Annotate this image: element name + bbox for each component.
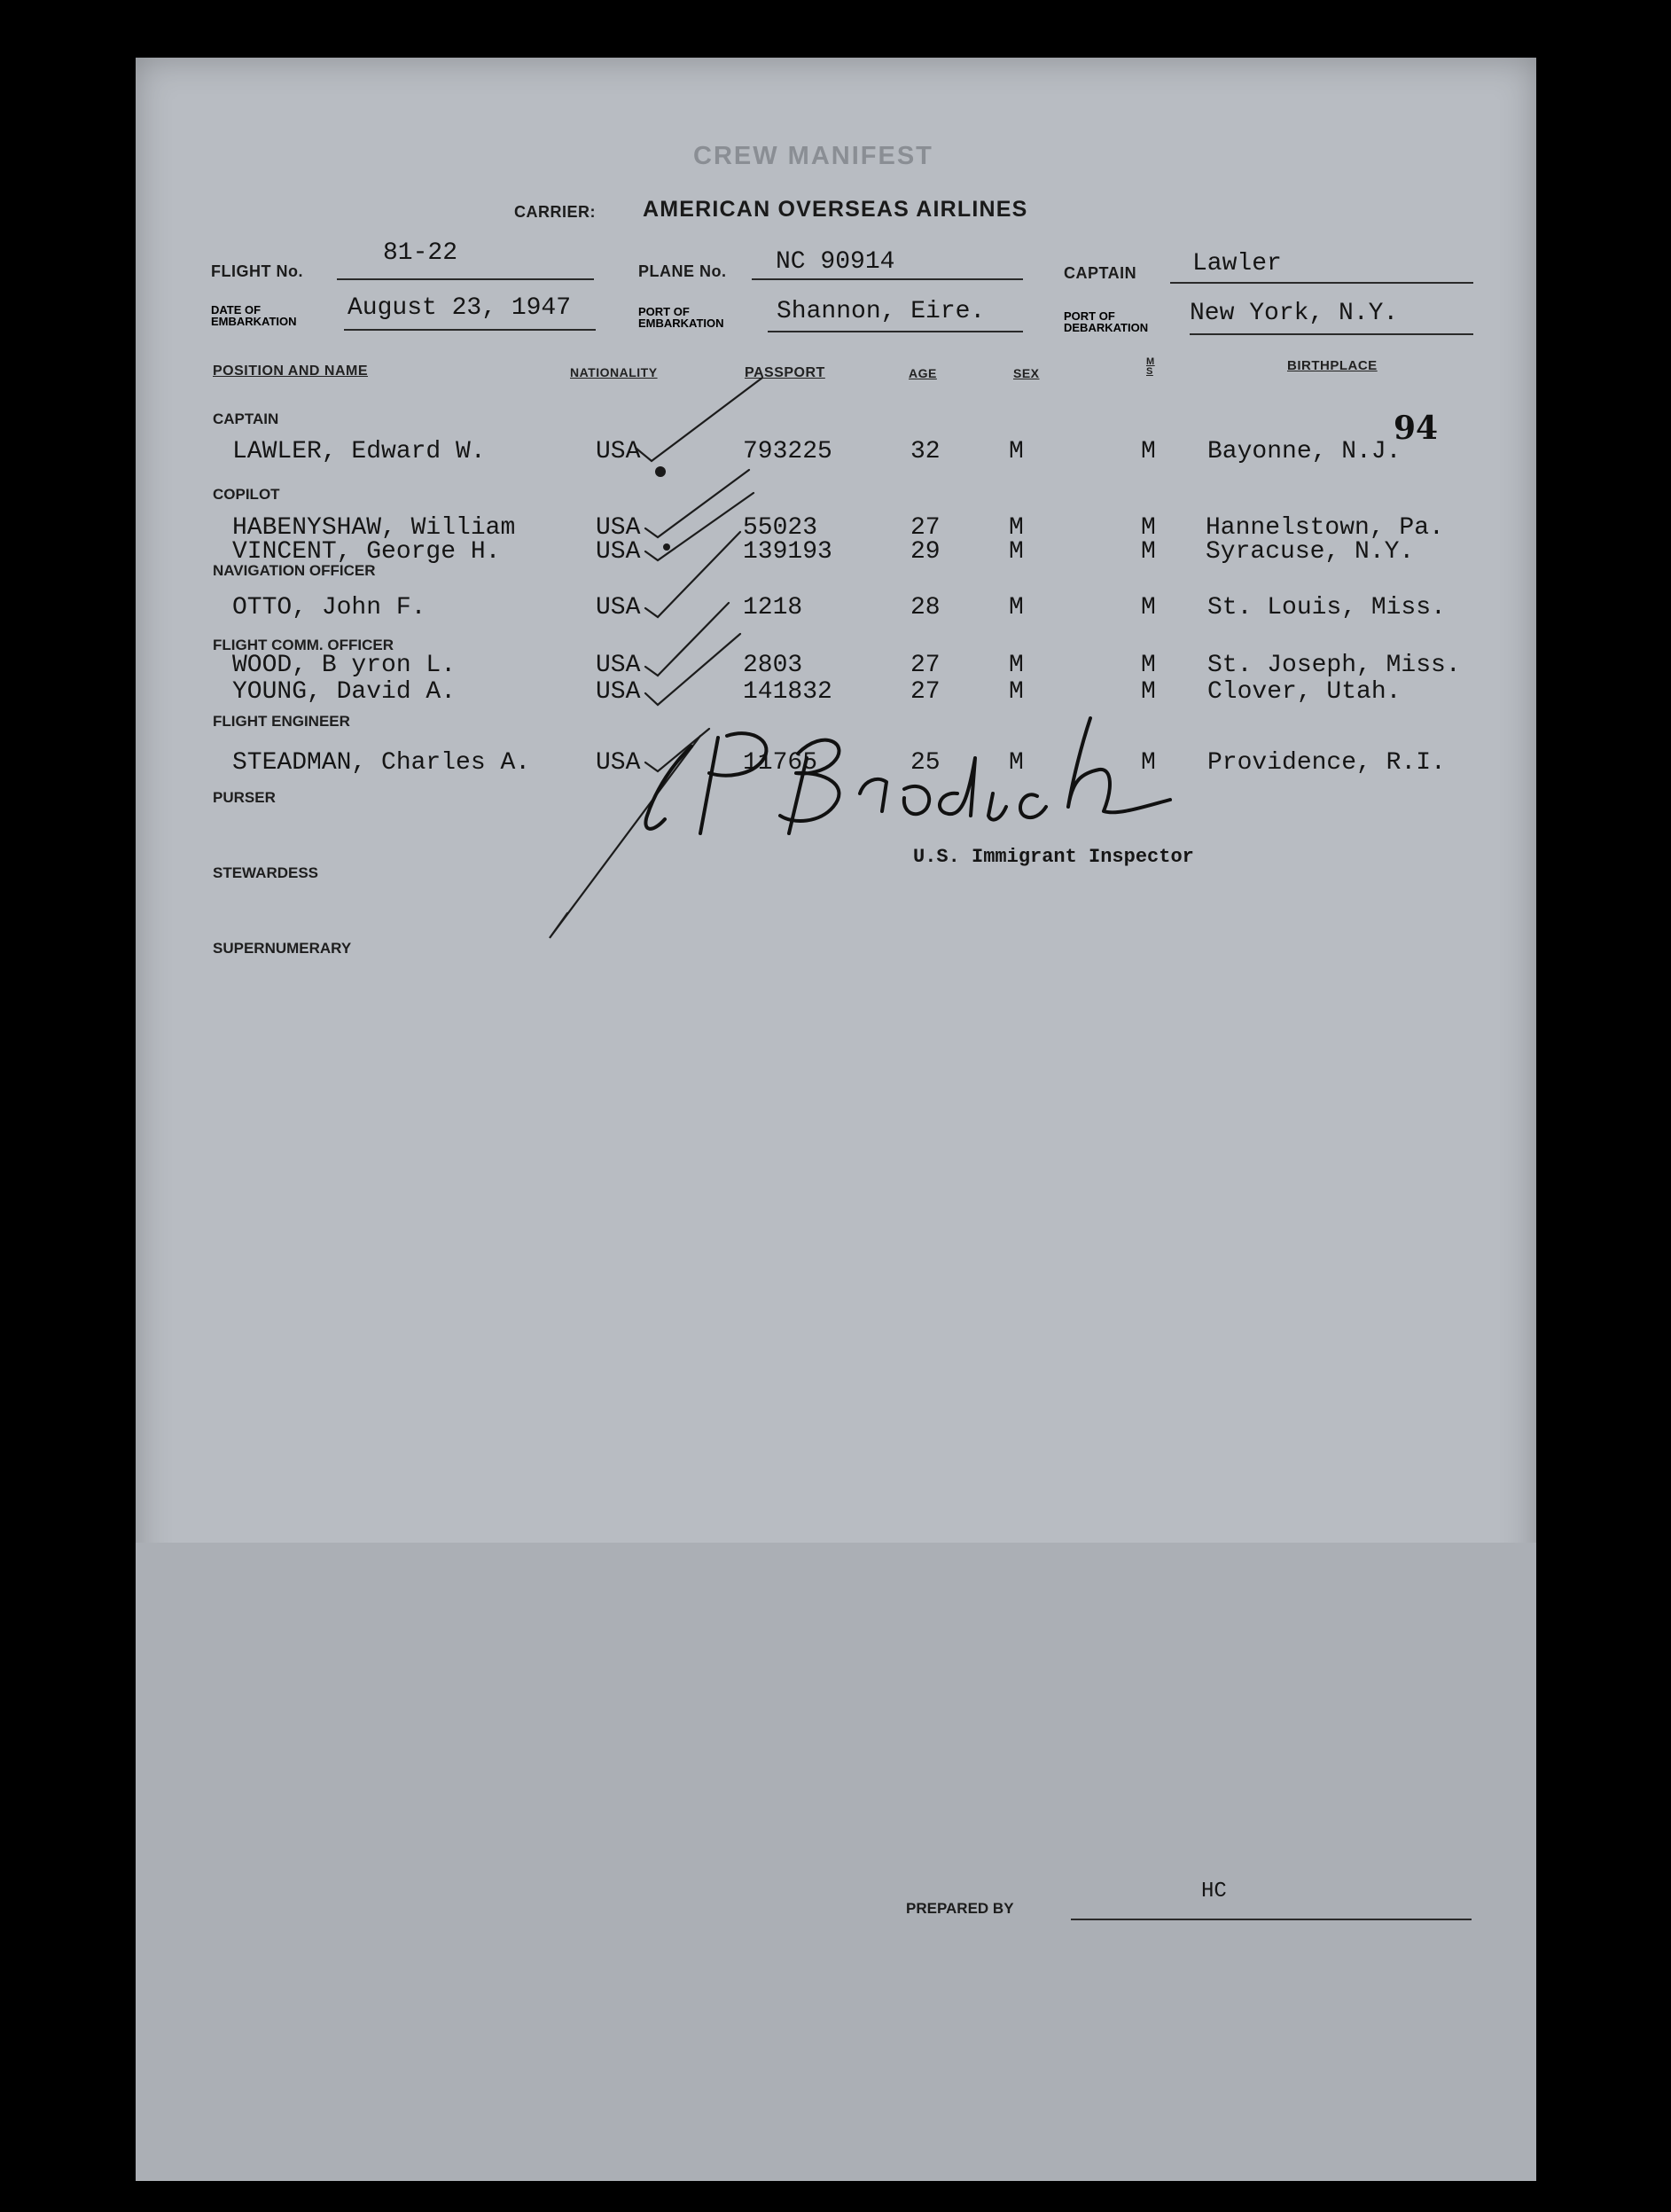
crew-age: 28 [910, 594, 941, 621]
col-age: AGE [909, 366, 937, 380]
crew-sex: M [1009, 652, 1024, 679]
crew-nationality: USA [596, 514, 641, 542]
crew-age: 27 [910, 678, 941, 706]
crew-sex: M [1009, 678, 1024, 706]
prepared-by-initials: HC [1201, 1880, 1227, 1903]
crew-name: HABENYSHAW, William [232, 514, 516, 542]
col-sex: SEX [1013, 366, 1040, 380]
crew-name: YOUNG, David A. [232, 678, 457, 706]
carrier-label: CARRIER: [514, 203, 596, 221]
crew-birthplace: St. Louis, Miss. [1207, 594, 1446, 621]
flight-label: FLIGHT No. [211, 262, 303, 280]
carrier-name: AMERICAN OVERSEAS AIRLINES [643, 197, 1028, 222]
col-marital-status: M S [1146, 356, 1155, 377]
port-of-embarkation: Shannon, Eire. [777, 298, 986, 325]
crew-nationality: USA [596, 678, 641, 706]
captain-name: Lawler [1192, 250, 1282, 277]
crew-passport: 2803 [743, 652, 803, 679]
crew-age: 29 [910, 538, 941, 566]
crew-sex: M [1009, 514, 1024, 542]
page-title: CREW MANIFEST [693, 142, 933, 170]
crew-marital: M [1141, 538, 1156, 566]
prepared-by-underline [1071, 1919, 1472, 1920]
crew-sex: M [1009, 594, 1024, 621]
crew-nationality: USA [596, 749, 641, 777]
flight-number: 81-22 [383, 239, 458, 267]
crew-passport: 11765 [743, 749, 818, 777]
port-of-debarkation: New York, N.Y. [1190, 300, 1399, 327]
col-birthplace: BIRTHPLACE [1287, 358, 1378, 373]
crew-marital: M [1141, 749, 1156, 777]
captain-label: CAPTAIN [1064, 264, 1137, 282]
crew-birthplace: Bayonne, N.J. [1207, 438, 1402, 465]
category-copilot: COPILOT [213, 486, 280, 503]
category-supernumerary: SUPERNUMERARY [213, 940, 352, 957]
category-purser: PURSER [213, 789, 276, 806]
crew-marital: M [1141, 652, 1156, 679]
date-label-1: DATE OF [211, 303, 262, 317]
crew-age: 27 [910, 514, 941, 542]
category-navigation-officer: NAVIGATION OFFICER [213, 562, 376, 579]
category-flight-engineer: FLIGHT ENGINEER [213, 713, 350, 730]
crew-nationality: USA [596, 652, 641, 679]
crew-sex: M [1009, 749, 1024, 777]
crew-nationality: USA [596, 594, 641, 621]
category-flight-comm-officer: FLIGHT COMM. OFFICER [213, 637, 394, 653]
crew-marital: M [1141, 438, 1156, 465]
crew-age: 32 [910, 438, 941, 465]
crew-sex: M [1009, 438, 1024, 465]
crew-passport: 141832 [743, 678, 832, 706]
port-deb-label-1: PORT OF [1064, 309, 1115, 323]
port-deb-label-2: DEBARKATION [1064, 321, 1149, 334]
crew-birthplace: Syracuse, N.Y. [1206, 538, 1415, 566]
crew-birthplace: Hannelstown, Pa. [1206, 514, 1444, 542]
crew-birthplace: Clover, Utah. [1207, 678, 1402, 706]
crew-name: VINCENT, George H. [232, 538, 501, 566]
crew-passport: 793225 [743, 438, 832, 465]
crew-passport: 1218 [743, 594, 803, 621]
crew-nationality: USA [596, 438, 641, 465]
crew-passport: 139193 [743, 538, 832, 566]
page-number: 94 [1394, 410, 1439, 447]
col-passport: PASSPORT [745, 365, 825, 380]
plane-number: NC 90914 [776, 248, 895, 276]
crew-marital: M [1141, 594, 1156, 621]
crew-sex: M [1009, 538, 1024, 566]
plane-label: PLANE No. [638, 262, 727, 280]
inspector-label: U.S. Immigrant Inspector [913, 846, 1194, 868]
inspector-signature [621, 709, 1294, 851]
port-emb-label-1: PORT OF [638, 305, 690, 318]
col-nationality: NATIONALITY [570, 365, 658, 379]
crew-birthplace: St. Joseph, Miss. [1207, 652, 1461, 679]
embarkation-date: August 23, 1947 [347, 294, 572, 322]
prepared-by-label: PREPARED BY [906, 1900, 1014, 1917]
col-position-and-name: POSITION AND NAME [213, 363, 369, 379]
crew-marital: M [1141, 514, 1156, 542]
crew-name: STEADMAN, Charles A. [232, 749, 531, 777]
crew-marital: M [1141, 678, 1156, 706]
category-stewardess: STEWARDESS [213, 864, 319, 881]
crew-birthplace: Providence, R.I. [1207, 749, 1446, 777]
crew-age: 27 [910, 652, 941, 679]
crew-name: LAWLER, Edward W. [232, 438, 486, 465]
crew-name: OTTO, John F. [232, 594, 426, 621]
crew-name: WOOD, B yron L. [232, 652, 457, 679]
crew-nationality: USA [596, 538, 641, 566]
date-label-2: EMBARKATION [211, 315, 297, 328]
crew-passport: 55023 [743, 514, 818, 542]
port-emb-label-2: EMBARKATION [638, 317, 724, 330]
category-captain: CAPTAIN [213, 410, 279, 427]
crew-age: 25 [910, 749, 941, 777]
